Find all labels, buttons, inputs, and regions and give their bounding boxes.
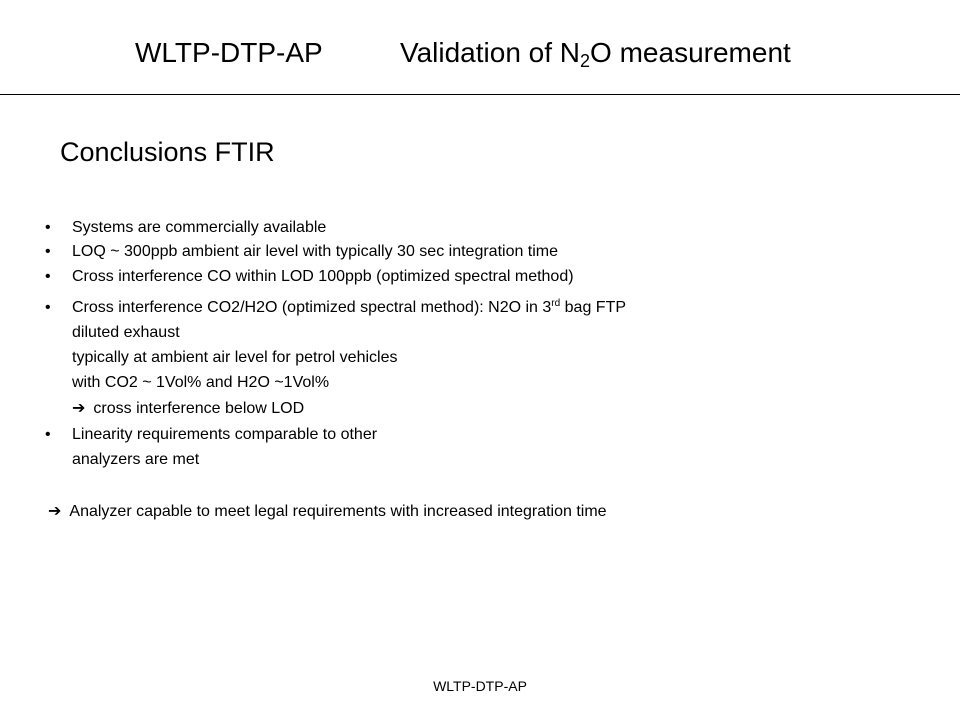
bullet-continuation: typically at ambient air level for petrol vehicles	[72, 349, 398, 366]
bullet-continuation: with CO2 ~ 1Vol% and H2O ~1Vol%	[72, 374, 330, 391]
bullet-icon: •	[45, 219, 51, 236]
bullet-continuation: analyzers are met	[72, 451, 200, 468]
bullet-item	[45, 423, 378, 447]
arrow-right-icon: ➔	[72, 400, 86, 417]
section-title: Conclusions FTIR	[60, 137, 275, 167]
bullet-item	[45, 240, 559, 264]
bullet-icon: •	[45, 299, 51, 316]
bullet-text: Systems are commercially available	[72, 219, 327, 236]
bullet-text: LOQ ~ 300ppb ambient air level with typically 30 sec integration time	[72, 243, 559, 260]
bullet-text: Cross interference CO2/H2O (optimized spectral method): N2O in 3rd bag FTP	[72, 298, 627, 316]
program-name: WLTP-DTP-AP	[135, 37, 323, 68]
bullet-text: Linearity requirements comparable to other	[72, 426, 378, 443]
bullet-icon: •	[45, 426, 51, 443]
slide-title	[400, 30, 791, 76]
bullet-continuation: diluted exhaust	[72, 324, 180, 341]
conclusion-text: Analyzer capable to meet legal requirements with increased integration time	[69, 503, 607, 520]
bullet-icon: •	[45, 268, 51, 285]
bullet-item	[45, 216, 327, 240]
footer: WLTP-DTP-AP	[433, 678, 527, 694]
bullet-text: Cross interference CO within LOD 100ppb (optimized spectral method)	[72, 268, 574, 285]
title-suffix: O measurement	[590, 37, 791, 68]
header-divider	[0, 94, 960, 95]
bullet-item	[45, 296, 627, 320]
title-prefix: Validation of N	[400, 37, 581, 68]
arrow-right-icon: ➔	[48, 503, 62, 520]
ordinal-superscript: rd	[551, 298, 561, 309]
conclusion	[48, 500, 607, 524]
title-subscript: 2	[580, 51, 591, 71]
bullet-item	[45, 265, 574, 289]
bullet-continuation: ➔ cross interference below LOD	[72, 397, 304, 421]
bullet-icon: •	[45, 243, 51, 260]
